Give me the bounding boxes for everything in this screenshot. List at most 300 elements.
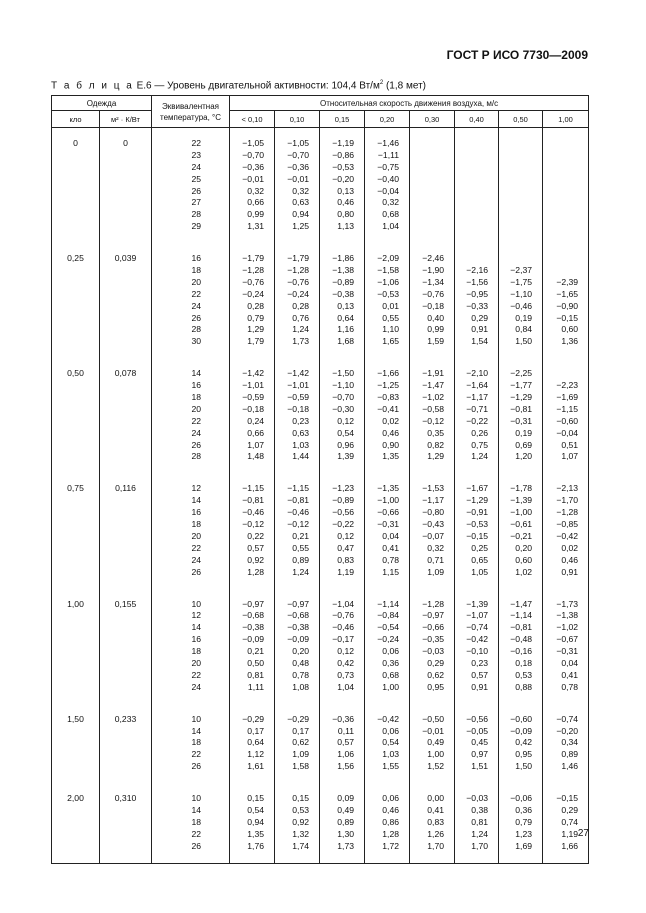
clo-cell — [52, 128, 100, 244]
pmv-value: −0,33 — [466, 300, 489, 311]
pmv-value: −0,76 — [422, 288, 445, 299]
pmv-value — [455, 150, 488, 162]
pmv-value: 0,13 — [337, 185, 355, 196]
temperature-value: 20 — [191, 530, 202, 541]
pmv-value: −0,53 — [466, 519, 489, 530]
pmv-value: −0,81 — [242, 495, 265, 506]
pmv-value: 1,29 — [247, 324, 265, 335]
pmv-value: −2,09 — [377, 253, 400, 264]
pmv-value: 0,92 — [292, 816, 310, 827]
pmv-value: −0,83 — [377, 392, 400, 403]
pmv-value: −1,73 — [556, 598, 579, 609]
pmv-value: 0,88 — [515, 681, 533, 692]
pmv-value: 0,55 — [382, 312, 400, 323]
pmv-value: 0,41 — [561, 669, 579, 680]
pmv-value: 0,95 — [515, 749, 533, 760]
clo-cell — [52, 358, 100, 473]
pmv-value: −0,58 — [422, 403, 445, 414]
temperature-value: 10 — [191, 598, 202, 609]
pmv-value — [543, 209, 578, 221]
pmv-value: −0,04 — [377, 185, 400, 196]
pmv-value: −1,86 — [332, 253, 355, 264]
pmv-value: −1,02 — [422, 392, 445, 403]
pmv-value: 1,24 — [471, 828, 489, 839]
pmv-value: −0,70 — [332, 392, 355, 403]
pmv-value: −2,10 — [466, 368, 489, 379]
pmv-value: −0,89 — [332, 276, 355, 287]
clo-header: кло — [52, 111, 100, 128]
m2kw-header: м² · К/Вт — [100, 111, 152, 128]
pmv-value: −0,85 — [556, 519, 579, 530]
pmv-value: 1,04 — [382, 221, 400, 232]
m2kw-cell — [100, 243, 152, 358]
pmv-value: −0,29 — [242, 713, 265, 724]
pmv-value: 1,32 — [292, 828, 310, 839]
pmv-value: −0,56 — [332, 507, 355, 518]
pmv-cell — [499, 128, 543, 244]
pmv-value: 0,46 — [382, 427, 400, 438]
pmv-value: 1,70 — [471, 840, 489, 851]
pmv-cell — [455, 243, 499, 358]
pmv-value: −0,10 — [466, 646, 489, 657]
temperature-value: 24 — [191, 427, 202, 438]
pmv-value: 0,89 — [292, 554, 310, 565]
clo-cell — [52, 473, 100, 588]
velocity-header-4: 0,30 — [410, 111, 455, 128]
temperature-value: 18 — [191, 646, 202, 657]
pmv-value: 1,09 — [292, 749, 310, 760]
pmv-value: 0,54 — [337, 427, 355, 438]
pmv-cell — [410, 358, 455, 473]
clo-value: 0 — [73, 138, 78, 148]
pmv-value: −0,70 — [242, 149, 265, 160]
pmv-value: −0,03 — [422, 646, 445, 657]
pmv-value: −1,00 — [377, 495, 400, 506]
pmv-value: −0,05 — [466, 725, 489, 736]
pmv-value: 1,30 — [337, 828, 355, 839]
pmv-value: 0,97 — [471, 749, 489, 760]
pmv-value: 0,25 — [471, 542, 489, 553]
pmv-value: 0,57 — [471, 669, 489, 680]
pmv-cell — [365, 473, 410, 588]
pmv-value: 1,29 — [427, 451, 445, 462]
pmv-value: 1,70 — [427, 840, 445, 851]
pmv-value: 0,73 — [337, 669, 355, 680]
pmv-value: 0,32 — [292, 185, 310, 196]
pmv-cell — [499, 358, 543, 473]
pmv-value: −0,91 — [466, 507, 489, 518]
pmv-value: −1,29 — [510, 392, 533, 403]
pmv-value: 0,22 — [247, 530, 265, 541]
pmv-value: −0,60 — [510, 713, 533, 724]
clothing-group-row — [52, 473, 589, 588]
pmv-value: −0,22 — [332, 519, 355, 530]
pmv-value: −1,42 — [242, 368, 265, 379]
pmv-value — [499, 253, 532, 265]
document-standard-header: ГОСТ Р ИСО 7730—2009 — [446, 48, 588, 62]
pmv-value: 1,10 — [382, 324, 400, 335]
pmv-value: 1,79 — [247, 336, 265, 347]
pmv-value: 1,61 — [247, 761, 265, 772]
pmv-cell — [543, 243, 589, 358]
pmv-value: 0,35 — [427, 427, 445, 438]
pmv-value: 0,57 — [337, 737, 355, 748]
pmv-value: 0,42 — [337, 657, 355, 668]
pmv-value: 1,00 — [382, 681, 400, 692]
pmv-value: −0,22 — [466, 415, 489, 426]
pmv-cell — [230, 473, 275, 588]
pmv-value: 0,32 — [427, 542, 445, 553]
pmv-value: 0,29 — [561, 804, 579, 815]
pmv-value: 1,76 — [247, 840, 265, 851]
pmv-value: −1,79 — [242, 253, 265, 264]
clo-value: 2,00 — [67, 793, 84, 804]
table-caption-sup: 2 — [379, 80, 384, 86]
pmv-value — [455, 197, 488, 209]
pmv-value: 0,04 — [382, 530, 400, 541]
pmv-value: −0,76 — [287, 276, 310, 287]
pmv-value: 1,74 — [292, 840, 310, 851]
temperature-value: 24 — [191, 554, 202, 565]
pmv-value: −1,66 — [377, 368, 400, 379]
temperature-cell — [152, 704, 230, 783]
pmv-value: 1,03 — [292, 439, 310, 450]
pmv-value: 0,29 — [471, 312, 489, 323]
pmv-value: 0,53 — [292, 804, 310, 815]
pmv-value: −1,10 — [510, 288, 533, 299]
pmv-value: 0,92 — [247, 554, 265, 565]
m2kw-cell — [100, 589, 152, 704]
pmv-cell — [499, 473, 543, 588]
table-caption-label: Т а б л и ц а — [51, 80, 134, 92]
pmv-value: 0,83 — [337, 554, 355, 565]
pmv-value: 0,78 — [382, 554, 400, 565]
pmv-value: 1,68 — [337, 336, 355, 347]
clothing-header: Одежда — [52, 96, 152, 111]
pmv-value: 1,58 — [292, 761, 310, 772]
pmv-cell — [410, 243, 455, 358]
pmv-cell — [365, 704, 410, 783]
temperature-cell — [152, 589, 230, 704]
m2kw-value: 0 — [123, 138, 128, 148]
pmv-cell — [320, 589, 365, 704]
pmv-value: 1,11 — [247, 681, 265, 692]
temperature-value: 10 — [191, 713, 202, 724]
pmv-value: 0,01 — [382, 300, 400, 311]
pmv-value: 0,00 — [427, 793, 445, 804]
pmv-value: 0,94 — [247, 816, 265, 827]
clo-value: 1,00 — [67, 598, 84, 609]
pmv-value — [455, 186, 488, 198]
pmv-value: 0,86 — [382, 816, 400, 827]
pmv-value — [543, 253, 578, 265]
pmv-cell — [543, 589, 589, 704]
pmv-value — [455, 138, 488, 150]
pmv-value: −1,17 — [422, 495, 445, 506]
pmv-value: 0,95 — [427, 681, 445, 692]
pmv-value: −1,01 — [242, 380, 265, 391]
m2kw-cell — [100, 704, 152, 783]
temperature-cell — [152, 783, 230, 863]
pmv-value: −1,39 — [466, 598, 489, 609]
pmv-value: −1,75 — [510, 276, 533, 287]
pmv-value: −1,56 — [466, 276, 489, 287]
pmv-value: −0,46 — [287, 507, 310, 518]
pmv-value: 1,00 — [427, 749, 445, 760]
pmv-value: 0,02 — [382, 415, 400, 426]
pmv-value: 0,51 — [561, 439, 579, 450]
pmv-value: −0,30 — [332, 403, 355, 414]
clothing-group-row — [52, 704, 589, 783]
pmv-value: 1,07 — [247, 439, 265, 450]
pmv-value: −1,15 — [556, 403, 579, 414]
page-number: 27 — [577, 828, 589, 839]
pmv-value: 0,84 — [515, 324, 533, 335]
pmv-value: 0,36 — [382, 657, 400, 668]
temperature-value: 30 — [191, 336, 202, 347]
pmv-value: −1,69 — [556, 392, 579, 403]
temperature-cell — [152, 243, 230, 358]
pmv-value: 1,07 — [561, 451, 579, 462]
pmv-value: −0,71 — [466, 403, 489, 414]
m2kw-value: 0,155 — [114, 598, 137, 609]
pmv-value — [410, 221, 444, 233]
pmv-value: 1,24 — [292, 324, 310, 335]
pmv-cell — [230, 589, 275, 704]
pmv-value — [543, 368, 578, 380]
table-caption — [51, 80, 426, 91]
pmv-value: −0,29 — [287, 713, 310, 724]
pmv-value — [543, 265, 578, 277]
pmv-value: −1,07 — [466, 610, 489, 621]
pmv-value: 0,26 — [471, 427, 489, 438]
pmv-value — [410, 209, 444, 221]
pmv-value: 0,41 — [427, 804, 445, 815]
temperature-value: 18 — [191, 816, 202, 827]
pmv-value: 0,78 — [561, 681, 579, 692]
temperature-value: 16 — [191, 253, 202, 264]
pmv-cell — [543, 358, 589, 473]
pmv-value: 1,31 — [247, 221, 265, 232]
temperature-value: 18 — [191, 737, 202, 748]
pmv-value: 0,49 — [427, 737, 445, 748]
pmv-value: −1,58 — [377, 265, 400, 276]
pmv-value: 0,91 — [561, 566, 579, 577]
pmv-value: 0,68 — [382, 209, 400, 220]
pmv-value: 0,82 — [427, 439, 445, 450]
pmv-cell — [320, 358, 365, 473]
pmv-value: 1,15 — [382, 566, 400, 577]
pmv-cell — [499, 589, 543, 704]
pmv-value: 0,64 — [337, 312, 355, 323]
pmv-cell — [410, 704, 455, 783]
pmv-value: 1,16 — [337, 324, 355, 335]
pmv-cell — [275, 589, 320, 704]
pmv-value: 0,18 — [515, 657, 533, 668]
pmv-value: 1,02 — [515, 566, 533, 577]
pmv-cell — [410, 783, 455, 863]
pmv-value — [543, 150, 578, 162]
pmv-value: −0,46 — [332, 622, 355, 633]
m2kw-cell — [100, 783, 152, 863]
pmv-value: −0,74 — [466, 622, 489, 633]
pmv-value: −0,81 — [510, 622, 533, 633]
pmv-value: 1,19 — [561, 828, 579, 839]
velocity-header-6: 0,50 — [499, 111, 543, 128]
pmv-value: −1,06 — [377, 276, 400, 287]
clothing-group-row — [52, 243, 589, 358]
pmv-value: −0,31 — [377, 519, 400, 530]
pmv-value: −0,17 — [332, 634, 355, 645]
pmv-value: 0,60 — [561, 324, 579, 335]
pmv-value: −0,67 — [556, 634, 579, 645]
temperature-value: 20 — [191, 657, 202, 668]
temperature-value: 22 — [191, 828, 202, 839]
pmv-value: −1,04 — [332, 598, 355, 609]
pmv-value: −0,46 — [510, 300, 533, 311]
pmv-value: 1,12 — [247, 749, 265, 760]
temperature-value: 24 — [191, 681, 202, 692]
pmv-value: −0,59 — [287, 392, 310, 403]
temperature-value: 12 — [191, 610, 202, 621]
pmv-value: 0,46 — [337, 197, 355, 208]
m2kw-cell — [100, 128, 152, 244]
pmv-cell — [320, 473, 365, 588]
pmv-value: −0,07 — [422, 530, 445, 541]
pmv-value: −0,53 — [377, 288, 400, 299]
pmv-cell — [499, 243, 543, 358]
pmv-value: 1,54 — [471, 336, 489, 347]
pmv-value: 1,50 — [515, 761, 533, 772]
clo-value: 1,50 — [67, 713, 84, 724]
pmv-value — [410, 174, 444, 186]
clothing-group-row — [52, 589, 589, 704]
pmv-value: 0,06 — [382, 725, 400, 736]
pmv-value — [410, 186, 444, 198]
pmv-value: −0,48 — [510, 634, 533, 645]
pmv-value: −0,21 — [510, 530, 533, 541]
temperature-value: 18 — [191, 265, 202, 276]
pmv-value: −0,12 — [242, 519, 265, 530]
pmv-cell — [499, 704, 543, 783]
pmv-value: −1,34 — [422, 276, 445, 287]
pmv-value — [410, 138, 444, 150]
pmv-value: 1,28 — [382, 828, 400, 839]
pmv-value: 1,04 — [337, 681, 355, 692]
pmv-value: 0,29 — [427, 657, 445, 668]
temperature-value: 24 — [191, 161, 202, 172]
pmv-value: −1,23 — [332, 483, 355, 494]
velocity-header-0: < 0,10 — [230, 111, 275, 128]
pmv-value: −1,70 — [556, 495, 579, 506]
pmv-value: −0,18 — [242, 403, 265, 414]
pmv-value: 0,32 — [247, 185, 265, 196]
pmv-value: −0,42 — [466, 634, 489, 645]
pmv-value: −0,40 — [377, 173, 400, 184]
pmv-value: 0,53 — [515, 669, 533, 680]
pmv-value: 1,05 — [471, 566, 489, 577]
pmv-value: −1,25 — [377, 380, 400, 391]
pmv-value: −1,78 — [510, 483, 533, 494]
temperature-value: 29 — [191, 221, 202, 232]
pmv-value — [543, 186, 578, 198]
clo-cell — [52, 783, 100, 863]
pmv-value: −0,09 — [287, 634, 310, 645]
pmv-value: −0,01 — [287, 173, 310, 184]
pmv-value: 1,23 — [515, 828, 533, 839]
pmv-value: −0,95 — [466, 288, 489, 299]
pmv-value: −0,38 — [242, 622, 265, 633]
pmv-value: −1,53 — [422, 483, 445, 494]
pmv-value: 1,69 — [515, 840, 533, 851]
pmv-value: −0,56 — [466, 713, 489, 724]
pmv-value: −0,36 — [242, 161, 265, 172]
pmv-cell — [275, 243, 320, 358]
pmv-value: −0,24 — [377, 634, 400, 645]
pmv-value: −0,84 — [377, 610, 400, 621]
pmv-value: 1,36 — [561, 336, 579, 347]
temperature-value: 22 — [191, 749, 202, 760]
temperature-value: 26 — [191, 312, 202, 323]
temperature-value: 12 — [191, 483, 202, 494]
pmv-value: −0,01 — [422, 725, 445, 736]
pmv-value: 0,68 — [382, 669, 400, 680]
pmv-value — [543, 138, 578, 150]
pmv-cell — [320, 783, 365, 863]
temperature-value: 14 — [191, 804, 202, 815]
pmv-value: −1,91 — [422, 368, 445, 379]
pmv-value: −1,50 — [332, 368, 355, 379]
temperature-value: 28 — [191, 451, 202, 462]
pmv-value: −1,05 — [287, 138, 310, 148]
table-caption-text: Е.6 — Уровень двигательной активности: 104,4 Вт/м — [136, 80, 380, 92]
pmv-cell — [320, 704, 365, 783]
temperature-value: 14 — [191, 495, 202, 506]
pmv-value: −0,31 — [510, 415, 533, 426]
pmv-value: −0,04 — [556, 427, 579, 438]
temperature-value: 20 — [191, 276, 202, 287]
pmv-value — [499, 209, 532, 221]
pmv-value: −1,05 — [242, 138, 265, 148]
pmv-value: 0,46 — [561, 554, 579, 565]
pmv-value: −2,23 — [556, 380, 579, 391]
pmv-value: −0,97 — [287, 598, 310, 609]
temperature-value: 25 — [191, 173, 202, 184]
pmv-value: 0,23 — [292, 415, 310, 426]
pmv-value: 0,20 — [515, 542, 533, 553]
pmv-value: −0,68 — [287, 610, 310, 621]
pmv-value: −0,20 — [556, 725, 579, 736]
pmv-value: 0,79 — [247, 312, 265, 323]
pmv-value: 1,13 — [337, 221, 355, 232]
pmv-value: 0,12 — [337, 415, 355, 426]
temperature-value: 22 — [191, 288, 202, 299]
pmv-value: −0,81 — [287, 495, 310, 506]
pmv-cell — [410, 589, 455, 704]
clo-cell — [52, 589, 100, 704]
pmv-value: −0,90 — [556, 300, 579, 311]
pmv-value: −0,24 — [242, 288, 265, 299]
pmv-value: −0,76 — [242, 276, 265, 287]
pmv-value: −1,29 — [466, 495, 489, 506]
pmv-value: 0,75 — [471, 439, 489, 450]
pmv-value: 0,46 — [382, 804, 400, 815]
pmv-value: −1,28 — [242, 265, 265, 276]
pmv-value: 0,20 — [292, 646, 310, 657]
pmv-value: 0,15 — [292, 793, 310, 804]
velocity-header-2: 0,15 — [320, 111, 365, 128]
pmv-value: 0,54 — [247, 804, 265, 815]
